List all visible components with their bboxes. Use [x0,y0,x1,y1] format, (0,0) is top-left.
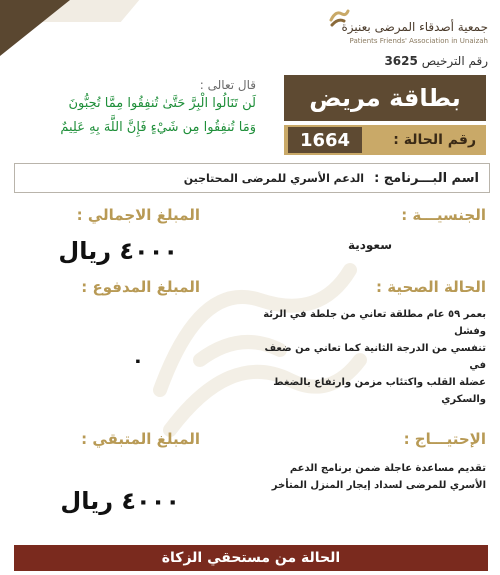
case-number-label: رقم الحالة : [393,132,476,148]
card-title: بطاقة مريض [284,75,486,121]
verse-intro: قال تعالى : [199,78,256,92]
remaining-amount-value: ٤٠٠٠ ريال [60,487,180,515]
verse-line-2: وَمَا تُنفِقُوا مِن شَيْءٍ فَإِنَّ اللَّهَ بِهِ عَلِيمٌ [60,120,256,135]
health-line: تنفسي من الدرجة الثانية كما تعاني من ضعف في [264,343,486,371]
health-line: بعمر ٥٩ عام مطلقة تعاني من جلطة في الرئة وفشل [263,309,486,337]
paid-amount-label: المبلغ المدفوع : [81,278,200,296]
case-number-value: 1664 [288,127,362,153]
program-box [14,163,490,193]
total-amount-label: المبلغ الاجمالي : [76,206,200,224]
need-line: تقديم مساعدة عاجلة ضمن برنامج الدعم [289,463,486,474]
association-name-arabic: جمعية أصدقاء المرضى بعنيزة [341,20,488,34]
health-line: عضلة القلب واكتئاب مزمن وارتفاع بالضغط والسكري [273,377,486,405]
nationality-label: الجنسيـــة : [401,206,486,224]
program-label: اسم البـــرنامج : [374,170,479,186]
license-label: رقم الترخيص [421,54,488,68]
verse-line-1: لَن تَنَالُوا الْبِرَّ حَتَّىٰ تُنفِقُوا مِمَّا تُحِبُّونَ [68,96,256,111]
program-value: الدعم الأسري للمرضى المحتاجين [183,171,365,185]
health-status-label: الحالة الصحية : [376,278,486,296]
health-status-description [250,306,486,408]
need-line: الأسري للمرضى لسداد إيجار المنزل المتأخر [271,480,486,491]
need-label: الإحتيـــاج : [403,430,486,448]
paid-amount-value: ٠ [131,348,144,372]
association-name-english: Patients Friends' Association in Unaizah [349,37,488,45]
zakat-eligibility-banner: الحالة من مستحقي الزكاة [14,545,488,571]
license-number: 3625 [384,54,418,68]
case-number-row [284,125,486,155]
total-amount-value: ٤٠٠٠ ريال [58,237,178,265]
license-info [378,54,488,68]
corner-decoration-dark [0,0,70,56]
remaining-amount-label: المبلغ المتبقي : [81,430,200,448]
need-description [250,460,486,494]
nationality-value: سعودية [347,238,392,252]
